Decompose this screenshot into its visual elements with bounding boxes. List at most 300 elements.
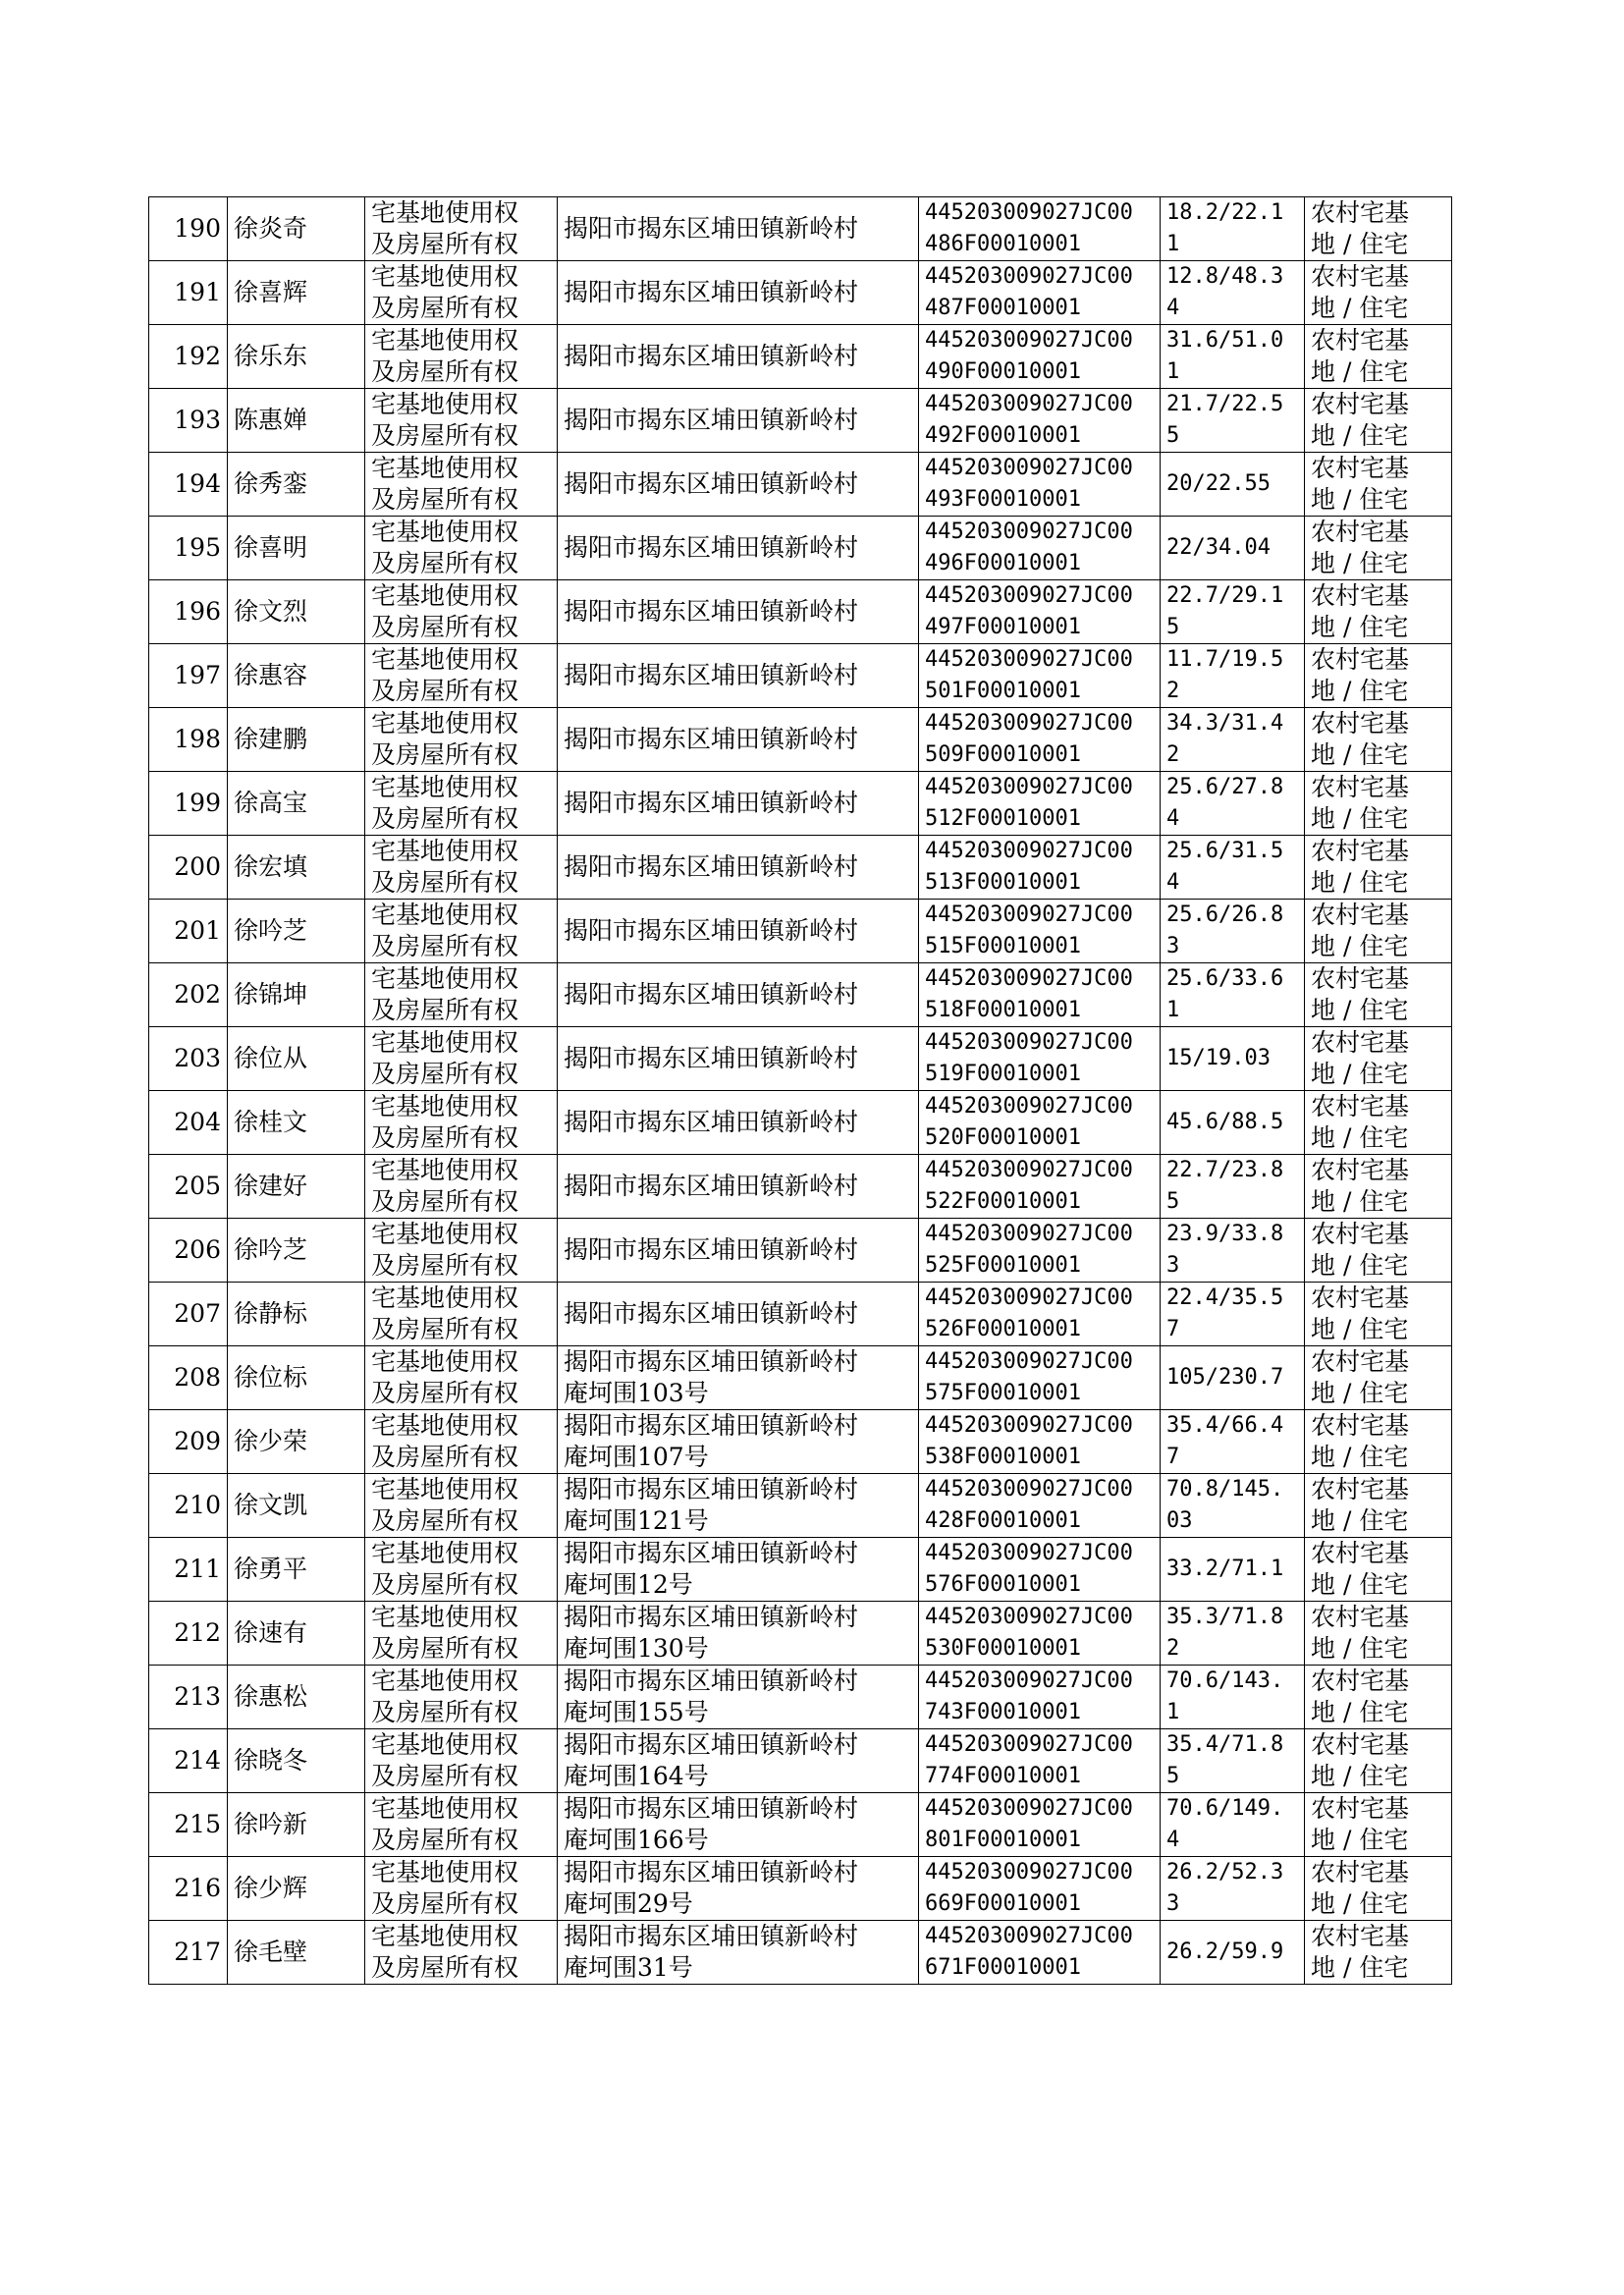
address-line: 揭阳市揭东区埔田镇新岭村 <box>564 789 859 817</box>
address-line: 揭阳市揭东区埔田镇新岭村 <box>564 1730 859 1759</box>
address-line: 揭阳市揭东区埔田镇新岭村 <box>564 1603 859 1631</box>
land-use-cell <box>1305 772 1452 836</box>
right-type-line: 及房屋所有权 <box>371 294 519 322</box>
area-line: 70.8/145. <box>1166 1477 1284 1502</box>
land-use-cell <box>1305 325 1452 389</box>
row-number-cell: 210 <box>149 1474 228 1538</box>
unit-code-cell <box>919 963 1161 1027</box>
row-number-cell: 202 <box>149 963 228 1027</box>
land-use-cell <box>1305 517 1452 580</box>
area-line: 70.6/143. <box>1166 1668 1284 1693</box>
unit-code-cell <box>919 1538 1161 1602</box>
land-use-line: 地 / 住宅 <box>1311 549 1409 577</box>
address-cell <box>558 1027 919 1091</box>
address-cell <box>558 1538 919 1602</box>
right-type-cell <box>365 1793 558 1857</box>
unit-code-line: 526F00010001 <box>925 1317 1081 1341</box>
land-use-line: 地 / 住宅 <box>1311 1123 1409 1152</box>
address-cell <box>558 1283 919 1346</box>
unit-code-line: 496F00010001 <box>925 551 1081 575</box>
address-line: 揭阳市揭东区埔田镇新岭村 <box>564 406 859 434</box>
area-line: 26.2/59.9 <box>1166 1940 1284 1964</box>
land-use-cell <box>1305 644 1452 708</box>
right-type-cell <box>365 772 558 836</box>
land-use-line: 农村宅基 <box>1311 1794 1410 1823</box>
row-number-cell: 205 <box>149 1155 228 1219</box>
area-cell <box>1161 389 1305 453</box>
row-number-cell: 207 <box>149 1283 228 1346</box>
land-use-line: 农村宅基 <box>1311 198 1410 227</box>
right-type-cell <box>365 1219 558 1283</box>
address-line: 揭阳市揭东区埔田镇新岭村 <box>564 661 859 689</box>
land-use-line: 地 / 住宅 <box>1311 230 1409 258</box>
right-type-cell <box>365 1091 558 1155</box>
row-number-cell: 204 <box>149 1091 228 1155</box>
right-type-line: 及房屋所有权 <box>371 549 519 577</box>
table-row <box>149 900 1452 963</box>
land-use-line: 地 / 住宅 <box>1311 485 1409 514</box>
right-type-line: 宅基地使用权 <box>371 1667 519 1695</box>
table-row <box>149 1283 1452 1346</box>
address-cell <box>558 772 919 836</box>
table-row <box>149 708 1452 772</box>
unit-code-line: 501F00010001 <box>925 679 1081 703</box>
area-cell <box>1161 1346 1305 1410</box>
row-number-cell: 203 <box>149 1027 228 1091</box>
address-line: 揭阳市揭东区埔田镇新岭村 <box>564 1235 859 1264</box>
area-line: 7 <box>1166 1317 1180 1341</box>
unit-code-line: 519F00010001 <box>925 1062 1081 1086</box>
area-cell <box>1161 1155 1305 1219</box>
right-type-line: 及房屋所有权 <box>371 1379 519 1407</box>
area-line: 25.6/27.8 <box>1166 775 1284 799</box>
land-use-line: 农村宅基 <box>1311 390 1410 418</box>
table-body <box>149 197 1452 1985</box>
land-use-line: 地 / 住宅 <box>1311 357 1409 386</box>
address-cell <box>558 1857 919 1921</box>
land-use-cell <box>1305 1538 1452 1602</box>
row-number-cell: 214 <box>149 1729 228 1793</box>
table-row <box>149 1538 1452 1602</box>
table-row <box>149 261 1452 325</box>
right-type-line: 及房屋所有权 <box>371 996 519 1024</box>
address-line: 揭阳市揭东区埔田镇新岭村 <box>564 980 859 1009</box>
owner-name-cell: 徐少辉 <box>228 1857 365 1921</box>
unit-code-line: 525F00010001 <box>925 1253 1081 1278</box>
land-use-cell <box>1305 836 1452 900</box>
area-line: 26.2/52.3 <box>1166 1860 1284 1885</box>
right-type-cell <box>365 1027 558 1091</box>
right-type-cell <box>365 1155 558 1219</box>
unit-code-line: 445203009027JC00 <box>925 392 1133 416</box>
table-row <box>149 1729 1452 1793</box>
address-cell <box>558 836 919 900</box>
unit-code-cell <box>919 261 1161 325</box>
unit-code-line: 518F00010001 <box>925 998 1081 1022</box>
unit-code-cell <box>919 772 1161 836</box>
land-use-line: 农村宅基 <box>1311 1284 1410 1312</box>
right-type-line: 及房屋所有权 <box>371 1315 519 1343</box>
unit-code-line: 671F00010001 <box>925 1955 1081 1980</box>
unit-code-line: 801F00010001 <box>925 1828 1081 1852</box>
unit-code-cell <box>919 1602 1161 1666</box>
registration-table <box>148 196 1452 1985</box>
area-cell <box>1161 963 1305 1027</box>
unit-code-line: 445203009027JC00 <box>925 328 1133 353</box>
right-type-line: 及房屋所有权 <box>371 1826 519 1854</box>
address-cell <box>558 453 919 517</box>
row-number-cell: 209 <box>149 1410 228 1474</box>
right-type-line: 宅基地使用权 <box>371 454 519 482</box>
table-row <box>149 1857 1452 1921</box>
right-type-line: 宅基地使用权 <box>371 1539 519 1567</box>
unit-code-cell <box>919 325 1161 389</box>
address-cell <box>558 197 919 261</box>
area-line: 1 <box>1166 998 1180 1022</box>
row-number-cell: 217 <box>149 1921 228 1985</box>
owner-name-cell: 徐桂文 <box>228 1091 365 1155</box>
unit-code-line: 445203009027JC00 <box>925 519 1133 544</box>
area-line: 22/34.04 <box>1166 535 1271 560</box>
address-cell <box>558 517 919 580</box>
row-number-cell: 197 <box>149 644 228 708</box>
area-line: 2 <box>1166 1636 1180 1661</box>
owner-name-cell: 徐惠容 <box>228 644 365 708</box>
area-line: 22.7/29.1 <box>1166 583 1284 608</box>
right-type-line: 宅基地使用权 <box>371 645 519 674</box>
land-use-cell <box>1305 1729 1452 1793</box>
unit-code-line: 445203009027JC00 <box>925 1732 1133 1757</box>
unit-code-cell <box>919 1027 1161 1091</box>
land-use-cell <box>1305 1155 1452 1219</box>
address-line: 揭阳市揭东区埔田镇新岭村 <box>564 214 859 243</box>
right-type-line: 及房屋所有权 <box>371 932 519 960</box>
address-cell <box>558 1729 919 1793</box>
area-cell <box>1161 453 1305 517</box>
table-row <box>149 325 1452 389</box>
row-number-cell: 191 <box>149 261 228 325</box>
unit-code-line: 445203009027JC00 <box>925 1285 1133 1310</box>
row-number-cell: 200 <box>149 836 228 900</box>
land-use-cell <box>1305 1793 1452 1857</box>
land-use-line: 农村宅基 <box>1311 518 1410 546</box>
area-cell <box>1161 1091 1305 1155</box>
right-type-cell <box>365 389 558 453</box>
land-use-line: 地 / 住宅 <box>1311 1443 1409 1471</box>
land-use-line: 地 / 住宅 <box>1311 1698 1409 1726</box>
table-row <box>149 1091 1452 1155</box>
land-use-line: 地 / 住宅 <box>1311 677 1409 705</box>
right-type-line: 及房屋所有权 <box>371 613 519 641</box>
land-use-line: 农村宅基 <box>1311 901 1410 929</box>
land-use-line: 地 / 住宅 <box>1311 1570 1409 1599</box>
area-cell <box>1161 325 1305 389</box>
land-use-line: 农村宅基 <box>1311 454 1410 482</box>
address-cell <box>558 1410 919 1474</box>
address-cell <box>558 708 919 772</box>
unit-code-cell <box>919 900 1161 963</box>
area-cell <box>1161 1793 1305 1857</box>
address-line: 揭阳市揭东区埔田镇新岭村 <box>564 916 859 945</box>
address-line: 揭阳市揭东区埔田镇新岭村 <box>564 1858 859 1886</box>
right-type-line: 宅基地使用权 <box>371 1284 519 1312</box>
address-cell <box>558 1793 919 1857</box>
right-type-cell <box>365 261 558 325</box>
row-number-cell: 198 <box>149 708 228 772</box>
table-row <box>149 1666 1452 1729</box>
unit-code-line: 774F00010001 <box>925 1764 1081 1788</box>
right-type-line: 及房屋所有权 <box>371 677 519 705</box>
right-type-cell <box>365 1346 558 1410</box>
address-line: 揭阳市揭东区埔田镇新岭村 <box>564 342 859 370</box>
right-type-cell <box>365 1729 558 1793</box>
right-type-line: 宅基地使用权 <box>371 1922 519 1950</box>
right-type-line: 及房屋所有权 <box>371 421 519 450</box>
area-line: 15/19.03 <box>1166 1046 1271 1070</box>
area-line: 3 <box>1166 934 1180 958</box>
owner-name-cell: 徐乐东 <box>228 325 365 389</box>
land-use-line: 农村宅基 <box>1311 1667 1410 1695</box>
table-row <box>149 517 1452 580</box>
address-line: 揭阳市揭东区埔田镇新岭村 <box>564 278 859 306</box>
address-line: 揭阳市揭东区埔田镇新岭村 <box>564 1108 859 1136</box>
owner-name-cell: 徐建鹏 <box>228 708 365 772</box>
land-use-line: 地 / 住宅 <box>1311 1187 1409 1216</box>
owner-name-cell: 陈惠婵 <box>228 389 365 453</box>
right-type-line: 及房屋所有权 <box>371 1762 519 1790</box>
right-type-line: 及房屋所有权 <box>371 804 519 833</box>
land-use-cell <box>1305 963 1452 1027</box>
area-line: 4 <box>1166 806 1180 831</box>
land-use-line: 农村宅基 <box>1311 581 1410 610</box>
area-cell <box>1161 1602 1305 1666</box>
area-line: 31.6/51.0 <box>1166 328 1284 353</box>
right-type-line: 宅基地使用权 <box>371 1347 519 1376</box>
land-use-cell <box>1305 1091 1452 1155</box>
address-line: 揭阳市揭东区埔田镇新岭村 <box>564 1922 859 1950</box>
right-type-line: 及房屋所有权 <box>371 740 519 769</box>
address-line: 庵坷围107号 <box>564 1443 709 1471</box>
unit-code-line: 445203009027JC00 <box>925 902 1133 927</box>
row-number-cell: 211 <box>149 1538 228 1602</box>
area-line: 105/230.7 <box>1166 1365 1284 1390</box>
owner-name-cell: 徐喜明 <box>228 517 365 580</box>
land-use-line: 地 / 住宅 <box>1311 740 1409 769</box>
area-line: 4 <box>1166 296 1180 320</box>
area-line: 23.9/33.8 <box>1166 1222 1284 1246</box>
land-use-line: 农村宅基 <box>1311 1411 1410 1440</box>
unit-code-line: 497F00010001 <box>925 615 1081 639</box>
address-line: 庵坷围130号 <box>564 1634 709 1663</box>
address-cell <box>558 1921 919 1985</box>
right-type-cell <box>365 1283 558 1346</box>
address-line: 庵坷围166号 <box>564 1826 709 1854</box>
unit-code-line: 445203009027JC00 <box>925 1924 1133 1948</box>
unit-code-cell <box>919 517 1161 580</box>
unit-code-line: 445203009027JC00 <box>925 966 1133 991</box>
owner-name-cell: 徐喜辉 <box>228 261 365 325</box>
owner-name-cell: 徐宏填 <box>228 836 365 900</box>
unit-code-line: 522F00010001 <box>925 1189 1081 1214</box>
area-line: 22.7/23.8 <box>1166 1158 1284 1182</box>
address-line: 揭阳市揭东区埔田镇新岭村 <box>564 1347 859 1376</box>
land-use-cell <box>1305 1602 1452 1666</box>
land-use-line: 地 / 住宅 <box>1311 1379 1409 1407</box>
address-cell <box>558 325 919 389</box>
unit-code-line: 538F00010001 <box>925 1445 1081 1469</box>
address-line: 庵坷围12号 <box>564 1570 693 1599</box>
land-use-line: 农村宅基 <box>1311 709 1410 738</box>
land-use-line: 地 / 住宅 <box>1311 1953 1409 1982</box>
unit-code-cell <box>919 1155 1161 1219</box>
owner-name-cell: 徐建好 <box>228 1155 365 1219</box>
area-line: 2 <box>1166 742 1180 767</box>
table-row <box>149 1027 1452 1091</box>
land-use-line: 地 / 住宅 <box>1311 1251 1409 1280</box>
right-type-line: 及房屋所有权 <box>371 230 519 258</box>
area-cell <box>1161 580 1305 644</box>
unit-code-line: 445203009027JC00 <box>925 583 1133 608</box>
owner-name-cell: 徐惠松 <box>228 1666 365 1729</box>
right-type-line: 宅基地使用权 <box>371 581 519 610</box>
unit-code-cell <box>919 644 1161 708</box>
area-line: 34.3/31.4 <box>1166 711 1284 736</box>
unit-code-line: 445203009027JC00 <box>925 1541 1133 1565</box>
address-line: 揭阳市揭东区埔田镇新岭村 <box>564 533 859 562</box>
table-row <box>149 1410 1452 1474</box>
address-cell <box>558 644 919 708</box>
address-cell <box>558 580 919 644</box>
table-row <box>149 963 1452 1027</box>
right-type-line: 宅基地使用权 <box>371 901 519 929</box>
land-use-line: 地 / 住宅 <box>1311 1060 1409 1088</box>
land-use-line: 农村宅基 <box>1311 1858 1410 1886</box>
unit-code-line: 445203009027JC00 <box>925 1477 1133 1502</box>
land-use-cell <box>1305 900 1452 963</box>
right-type-line: 及房屋所有权 <box>371 1953 519 1982</box>
address-line: 揭阳市揭东区埔田镇新岭村 <box>564 1794 859 1823</box>
right-type-cell <box>365 836 558 900</box>
land-use-line: 地 / 住宅 <box>1311 804 1409 833</box>
unit-code-line: 520F00010001 <box>925 1125 1081 1150</box>
right-type-line: 宅基地使用权 <box>371 1858 519 1886</box>
right-type-line: 及房屋所有权 <box>371 1570 519 1599</box>
area-line: 21.7/22.5 <box>1166 392 1284 416</box>
unit-code-cell <box>919 389 1161 453</box>
land-use-line: 农村宅基 <box>1311 262 1410 291</box>
right-type-line: 及房屋所有权 <box>371 1251 519 1280</box>
area-line: 3 <box>1166 1253 1180 1278</box>
land-use-cell <box>1305 389 1452 453</box>
land-use-line: 农村宅基 <box>1311 645 1410 674</box>
unit-code-line: 509F00010001 <box>925 742 1081 767</box>
right-type-line: 宅基地使用权 <box>371 1794 519 1823</box>
area-line: 11.7/19.5 <box>1166 647 1284 672</box>
right-type-line: 宅基地使用权 <box>371 1220 519 1248</box>
right-type-line: 宅基地使用权 <box>371 390 519 418</box>
unit-code-line: 445203009027JC00 <box>925 1605 1133 1629</box>
land-use-cell <box>1305 1410 1452 1474</box>
area-cell <box>1161 1538 1305 1602</box>
unit-code-line: 486F00010001 <box>925 232 1081 256</box>
unit-code-cell <box>919 1474 1161 1538</box>
area-line: 5 <box>1166 1189 1180 1214</box>
right-type-cell <box>365 900 558 963</box>
right-type-cell <box>365 644 558 708</box>
address-line: 揭阳市揭东区埔田镇新岭村 <box>564 1539 859 1567</box>
owner-name-cell: 徐文烈 <box>228 580 365 644</box>
owner-name-cell: 徐锦坤 <box>228 963 365 1027</box>
area-line: 5 <box>1166 1764 1180 1788</box>
land-use-line: 地 / 住宅 <box>1311 1634 1409 1663</box>
unit-code-cell <box>919 1793 1161 1857</box>
land-use-cell <box>1305 1027 1452 1091</box>
row-number-cell: 195 <box>149 517 228 580</box>
table-row <box>149 644 1452 708</box>
land-use-line: 农村宅基 <box>1311 837 1410 865</box>
unit-code-line: 445203009027JC00 <box>925 711 1133 736</box>
land-use-cell <box>1305 453 1452 517</box>
address-line: 庵坷围121号 <box>564 1506 709 1535</box>
land-use-line: 地 / 住宅 <box>1311 294 1409 322</box>
right-type-line: 及房屋所有权 <box>371 868 519 897</box>
right-type-line: 及房屋所有权 <box>371 485 519 514</box>
area-cell <box>1161 1666 1305 1729</box>
land-use-cell <box>1305 1921 1452 1985</box>
unit-code-cell <box>919 1283 1161 1346</box>
right-type-line: 及房屋所有权 <box>371 1506 519 1535</box>
table-row <box>149 1793 1452 1857</box>
unit-code-cell <box>919 1410 1161 1474</box>
right-type-cell <box>365 1666 558 1729</box>
table-row <box>149 1219 1452 1283</box>
land-use-line: 地 / 住宅 <box>1311 932 1409 960</box>
owner-name-cell: 徐毛壁 <box>228 1921 365 1985</box>
area-line: 35.4/71.8 <box>1166 1732 1284 1757</box>
row-number-cell: 194 <box>149 453 228 517</box>
right-type-line: 宅基地使用权 <box>371 1028 519 1057</box>
right-type-cell <box>365 1474 558 1538</box>
unit-code-line: 445203009027JC00 <box>925 839 1133 863</box>
owner-name-cell: 徐位从 <box>228 1027 365 1091</box>
table-row <box>149 1602 1452 1666</box>
unit-code-cell <box>919 197 1161 261</box>
right-type-line: 宅基地使用权 <box>371 964 519 993</box>
address-line: 庵坷围29号 <box>564 1889 693 1918</box>
area-cell <box>1161 1027 1305 1091</box>
land-use-cell <box>1305 708 1452 772</box>
unit-code-line: 428F00010001 <box>925 1508 1081 1533</box>
area-cell <box>1161 900 1305 963</box>
address-line: 庵坷围103号 <box>564 1379 709 1407</box>
area-cell <box>1161 1410 1305 1474</box>
area-cell <box>1161 1219 1305 1283</box>
land-use-cell <box>1305 1474 1452 1538</box>
right-type-line: 及房屋所有权 <box>371 1698 519 1726</box>
area-cell <box>1161 1729 1305 1793</box>
row-number-cell: 212 <box>149 1602 228 1666</box>
address-cell <box>558 389 919 453</box>
unit-code-cell <box>919 1091 1161 1155</box>
right-type-line: 宅基地使用权 <box>371 1603 519 1631</box>
address-line: 揭阳市揭东区埔田镇新岭村 <box>564 1411 859 1440</box>
land-use-line: 地 / 住宅 <box>1311 1506 1409 1535</box>
row-number-cell: 216 <box>149 1857 228 1921</box>
unit-code-line: 445203009027JC00 <box>925 456 1133 480</box>
unit-code-cell <box>919 1666 1161 1729</box>
right-type-line: 宅基地使用权 <box>371 518 519 546</box>
row-number-cell: 196 <box>149 580 228 644</box>
